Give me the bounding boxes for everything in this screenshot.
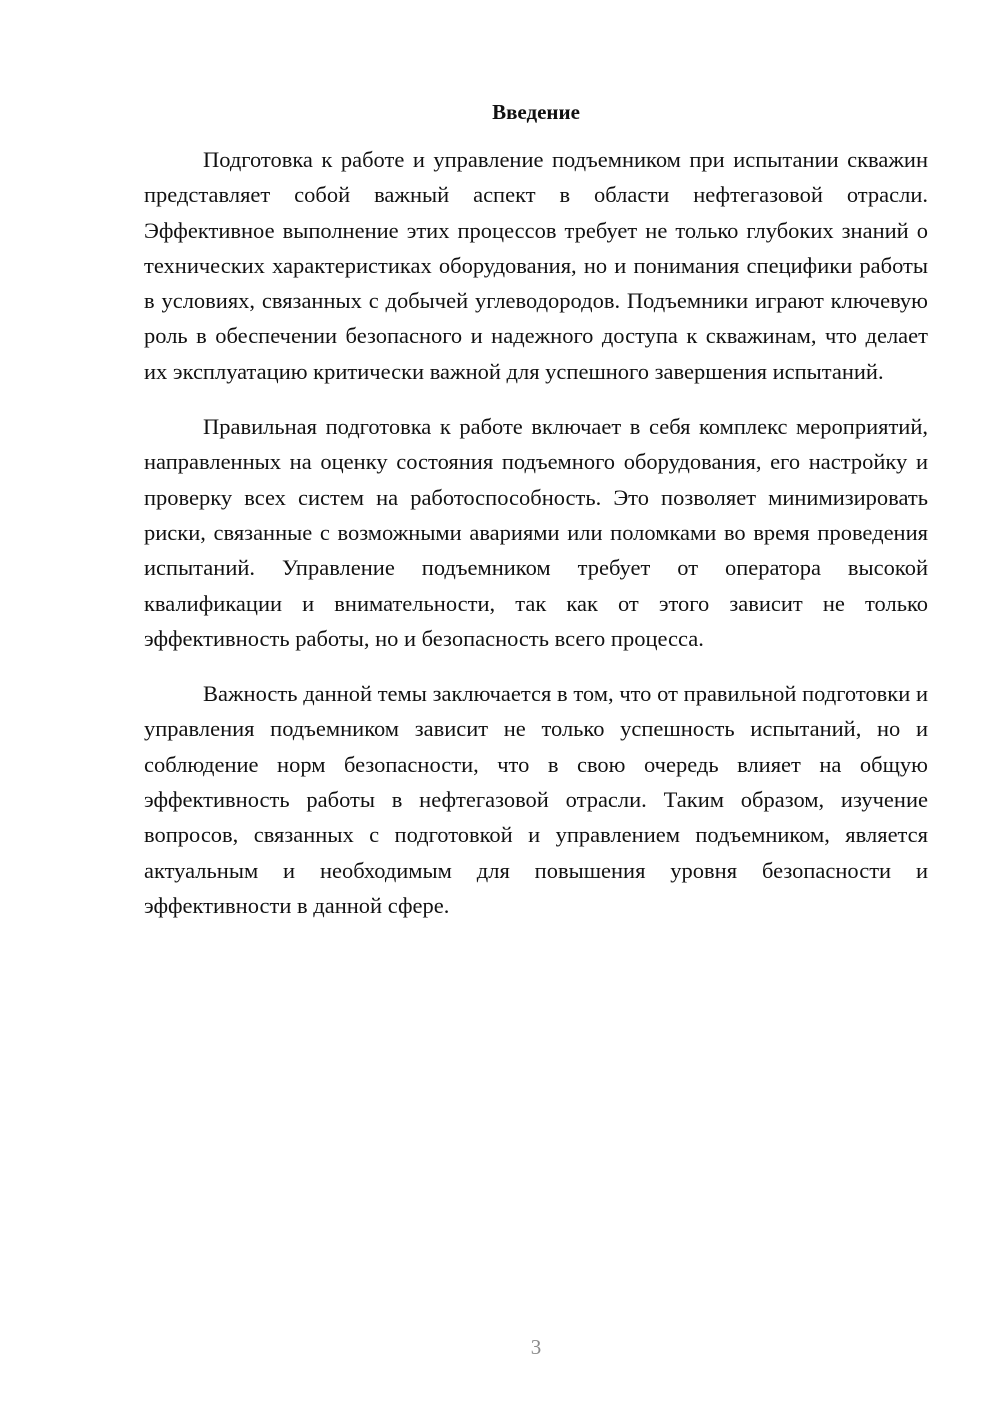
page-number: 3 bbox=[530, 1335, 542, 1359]
paragraph-3: Важность данной темы заключается в том, что от правильной подготовки и управления подъемником зависит не только успешность испытаний, но и соблюдение норм безопасности, что в свою очередь влияет на общую эффективность работы в нефтегазовой отрасли. Таким образом, изучение вопросов, связанных с подготовкой и управлением подъемником, является актуальным и необходимым для повышения уровня безопасности и эффективности в данной сфере. bbox=[144, 681, 928, 918]
paragraph-1: Подготовка к работе и управление подъемником при испытании скважин представляет собой важный аспект в области нефтегазовой отрасли. Эффективное выполнение этих процессов требует не только глубоких знаний о технических характеристиках оборудования, но и понимания специфики работы в условиях, связанных с добычей углеводородов. Подъемники играют ключевую роль в обеспечении безопасного и надежного доступа к скважинам, что делает их эксплуатацию критически важной для успешного завершения испытаний. bbox=[144, 147, 928, 384]
body-text bbox=[144, 142, 928, 923]
section-heading: Введение bbox=[492, 100, 580, 124]
paragraph-2: Правильная подготовка к работе включает в себя комплекс мероприятий, направленных на оценку состояния подъемного оборудования, его настройку и проверку всех систем на работоспособность. Это позволяет минимизировать риски, связанные с возможными авариями или поломками во время проведения испытаний. Управление подъемником требует от оператора высокой квалификации и внимательности, так как от этого зависит не только эффективность работы, но и безопасность всего процесса. bbox=[144, 414, 928, 651]
